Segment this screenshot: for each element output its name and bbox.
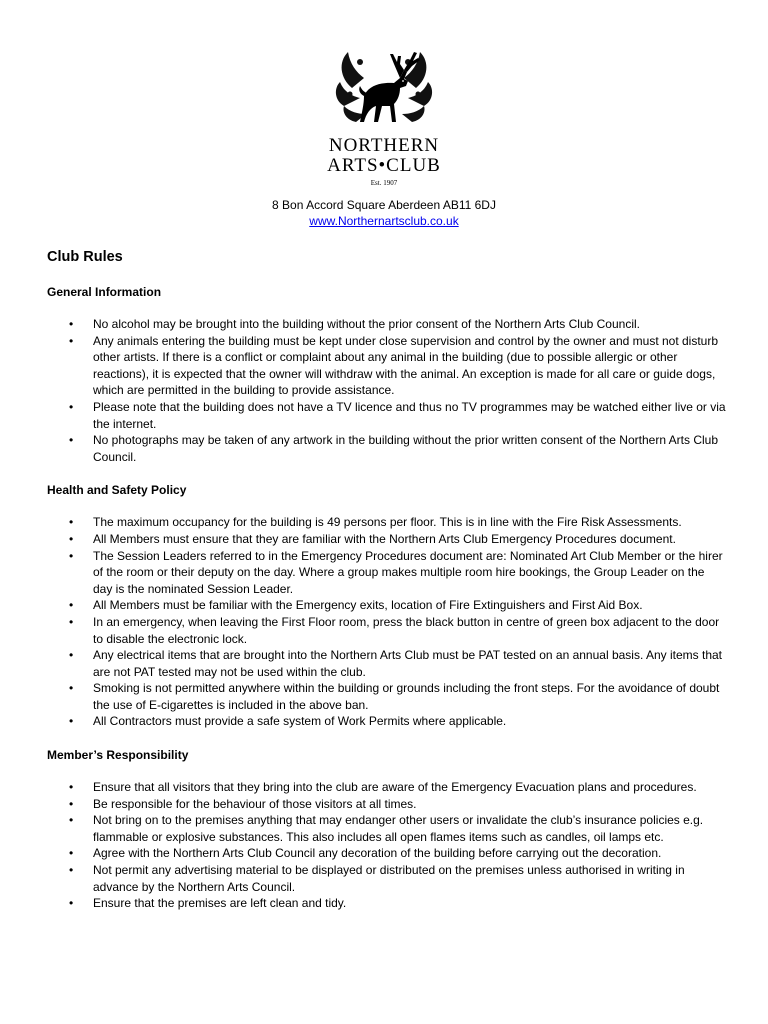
list-item [47, 432, 727, 465]
bullet-icon: • [69, 548, 74, 563]
list-item-text: All Contractors must provide a safe system of Work Permits where applicable. [93, 714, 507, 729]
stag-icon [334, 48, 434, 132]
document-content [47, 247, 727, 912]
bullet-icon: • [69, 863, 74, 878]
bullet-icon: • [69, 515, 74, 530]
list-item-text: No photographs may be taken of any artwork in the building without the prior written consent of the Northern Arts Club Council. [93, 433, 719, 464]
logo-text-northern: NORTHERN [328, 135, 440, 156]
website-link[interactable]: www.Northernartsclub.co.uk [309, 214, 459, 228]
list-item-text: All Members must ensure that they are familiar with the Northern Arts Club Emergency Procedures document. [93, 531, 676, 546]
list-item [47, 333, 727, 399]
list-item [47, 548, 727, 598]
list-item [47, 531, 727, 548]
list-item [47, 597, 727, 614]
bullet-icon: • [69, 531, 74, 546]
section-heading-health-safety: Health and Safety Policy [47, 483, 187, 498]
list-item [47, 647, 727, 680]
section-heading-member-responsibility: Member’s Responsibility [47, 748, 189, 763]
club-logo [296, 48, 472, 193]
list-item-text: Ensure that all visitors that they bring into the club are aware of the Emergency Evacuation plans and procedures. [93, 780, 697, 795]
list-item [47, 680, 727, 713]
club-address: 8 Bon Accord Square Aberdeen AB11 6DJ [272, 198, 496, 212]
bullet-icon: • [69, 813, 74, 828]
list-item-text: Ensure that the premises are left clean and tidy. [93, 896, 347, 911]
list-item-text: Any animals entering the building must be kept under close supervision and control by the owner and must not disturb other artists. If there is a conflict or complaint about any animal in the building (due to possible allergic or other reactions), it is expected that the owner will withdraw with the animal. An exception is made for all care or guide dogs, which are permitted in the building to provide assistance. [93, 333, 719, 398]
list-item [47, 895, 727, 912]
logo-established: Est. 1907 [370, 179, 398, 187]
list-item-text: Not permit any advertising material to be displayed or distributed on the premises unless authorised in writing in advance by the Northern Arts Council. [93, 863, 685, 894]
bullet-icon: • [69, 796, 74, 811]
list-item [47, 514, 727, 531]
list-item-text: Not bring on to the premises anything that may endanger other users or invalidate the club’s insurance policies e.g. flammable or explosive substances. This also includes all open flames items such as candles, oil lamps etc. [93, 813, 704, 844]
list-item-text: All Members must be familiar with the Emergency exits, location of Fire Extinguishers and First Aid Box. [93, 598, 643, 613]
website-line [0, 213, 768, 229]
list-item-text: Please note that the building does not have a TV licence and thus no TV programmes may be watched either live or via the internet. [93, 399, 726, 431]
list-item [47, 713, 727, 730]
list-item [47, 862, 727, 895]
list-item-text: The Session Leaders referred to in the Emergency Procedures document are: Nominated Art Club Member or the hirer of the room or their deputy on the day. Where a group makes multiple room hire bookings, the Group Leader on the day is the nominated Session Leader. [93, 548, 723, 596]
member-responsibility-list [47, 779, 727, 912]
bullet-icon: • [69, 598, 74, 613]
bullet-icon: • [69, 648, 74, 663]
list-item [47, 779, 727, 796]
bullet-icon: • [69, 433, 74, 448]
page-title: Club Rules [47, 249, 123, 265]
bullet-icon: • [69, 846, 74, 861]
list-item [47, 399, 727, 432]
logo-text-arts-club: ARTS•CLUB [327, 155, 441, 176]
bullet-icon: • [69, 614, 74, 629]
bullet-icon: • [69, 714, 74, 729]
bullet-icon: • [69, 896, 74, 911]
health-safety-list [47, 514, 727, 730]
general-rules-list [47, 316, 727, 465]
list-item-text: The maximum occupancy for the building is 49 persons per floor. This is in line with the Fire Risk Assessments. [93, 515, 682, 530]
list-item [47, 812, 727, 845]
bullet-icon: • [69, 681, 74, 696]
bullet-icon: • [69, 317, 74, 331]
list-item-text: Any electrical items that are brought into the Northern Arts Club must be PAT tested on an annual basis. Any items that are not PAT tested may not be used within the club. [93, 648, 722, 679]
list-item [47, 796, 727, 813]
section-heading-general: General Information [47, 285, 162, 299]
bullet-icon: • [69, 780, 74, 795]
list-item-text: In an emergency, when leaving the First Floor room, press the black button in centre of green box adjacent to the door to disable the electronic lock. [93, 614, 720, 646]
list-item [47, 316, 727, 333]
list-item-text: Be responsible for the behaviour of those visitors at all times. [93, 796, 417, 811]
list-item-text: Agree with the Northern Arts Club Council any decoration of the building before carrying out the decoration. [93, 846, 662, 861]
list-item-text: Smoking is not permitted anywhere within the building or grounds including the front steps. For the avoidance of doubt the use of E-cigarettes is included in the above ban. [93, 681, 720, 712]
bullet-icon: • [69, 399, 74, 414]
bullet-icon: • [69, 333, 74, 348]
list-item [47, 614, 727, 647]
list-item-text: No alcohol may be brought into the building without the prior consent of the Northern Arts Club Council. [93, 317, 640, 331]
list-item [47, 845, 727, 862]
